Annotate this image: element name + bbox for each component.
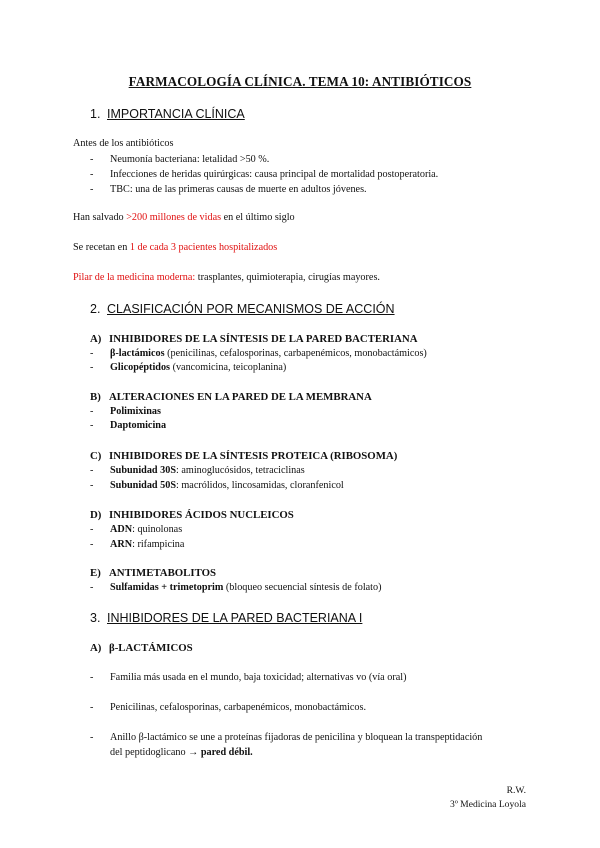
list-item: - Anillo β-lactámico se une a proteínas fijadoras de penicilina y bloquean la transpeptidación <box>90 732 483 743</box>
section-title: CLASIFICACIÓN POR MECANISMOS DE ACCIÓN <box>107 302 395 316</box>
list-item: - Subunidad 30S: aminoglucósidos, tetraciclinas <box>90 465 305 476</box>
footer-course: 3º Medicina Loyola <box>450 799 526 810</box>
subsection-heading: D) INHIBIDORES ÁCIDOS NUCLEICOS <box>90 509 294 521</box>
list-item: - β-lactámicos (penicilinas, cefalosporinas, carbapenémicos, monobactámicos) <box>90 348 427 359</box>
list-item-continuation: del peptidoglicano → pared débil. <box>110 747 253 758</box>
list-item: - Polimixinas <box>90 406 161 417</box>
list-item: - Penicilinas, cefalosporinas, carbapenémicos, monobactámicos. <box>90 702 367 713</box>
prescription-statement: Se recetan en 1 de cada 3 pacientes hospitalizados <box>73 242 278 253</box>
section-number: 1. <box>90 107 101 121</box>
list-item: - ADN: quinolonas <box>90 524 183 535</box>
list-item: - Sulfamidas + trimetoprim (bloqueo secuencial síntesis de folato) <box>90 582 382 593</box>
list-item: - Glicopéptidos (vancomicina, teicoplanina) <box>90 362 287 373</box>
before-antibiotics-label: Antes de los antibióticos <box>73 138 174 149</box>
section-number: 2. <box>90 302 101 316</box>
section-1-heading <box>90 107 245 122</box>
section-title: INHIBIDORES DE LA PARED BACTERIANA I <box>107 611 363 625</box>
section-3-heading <box>90 611 362 626</box>
list-item: - Neumonía bacteriana: letalidad >50 %. <box>90 154 270 165</box>
section-2-heading <box>90 302 395 317</box>
subsection-heading: E) ANTIMETABOLITOS <box>90 567 216 579</box>
subsection-heading: C) INHIBIDORES DE LA SÍNTESIS PROTEICA (RIBOSOMA) <box>90 450 398 462</box>
subsection-heading: A) β-LACTÁMICOS <box>90 642 193 654</box>
lives-saved-statement: Han salvado >200 millones de vidas en el último siglo <box>73 212 295 223</box>
subsection-heading: B) ALTERACIONES EN LA PARED DE LA MEMBRANA <box>90 391 372 403</box>
subsection-heading: A) INHIBIDORES DE LA SÍNTESIS DE LA PARED BACTERIANA <box>90 333 418 345</box>
list-item: - Daptomicina <box>90 420 167 431</box>
section-number: 3. <box>90 611 101 625</box>
list-item: - TBC: una de las primeras causas de muerte en adultos jóvenes. <box>90 184 367 195</box>
list-item: - Infecciones de heridas quirúrgicas: causa principal de mortalidad postoperatoria. <box>90 169 439 180</box>
list-item: - Familia más usada en el mundo, baja toxicidad; alternativas vo (vía oral) <box>90 672 407 683</box>
list-item: - ARN: rifampicina <box>90 539 185 550</box>
list-item: - Subunidad 50S: macrólidos, lincosamidas, cloranfenicol <box>90 480 344 491</box>
footer-initials: R.W. <box>506 785 526 796</box>
document-title: FARMACOLOGÍA CLÍNICA. TEMA 10: ANTIBIÓTICOS <box>128 74 472 89</box>
section-title: IMPORTANCIA CLÍNICA <box>107 107 245 121</box>
modern-medicine-statement: Pilar de la medicina moderna: trasplantes, quimioterapia, cirugías mayores. <box>73 272 380 283</box>
